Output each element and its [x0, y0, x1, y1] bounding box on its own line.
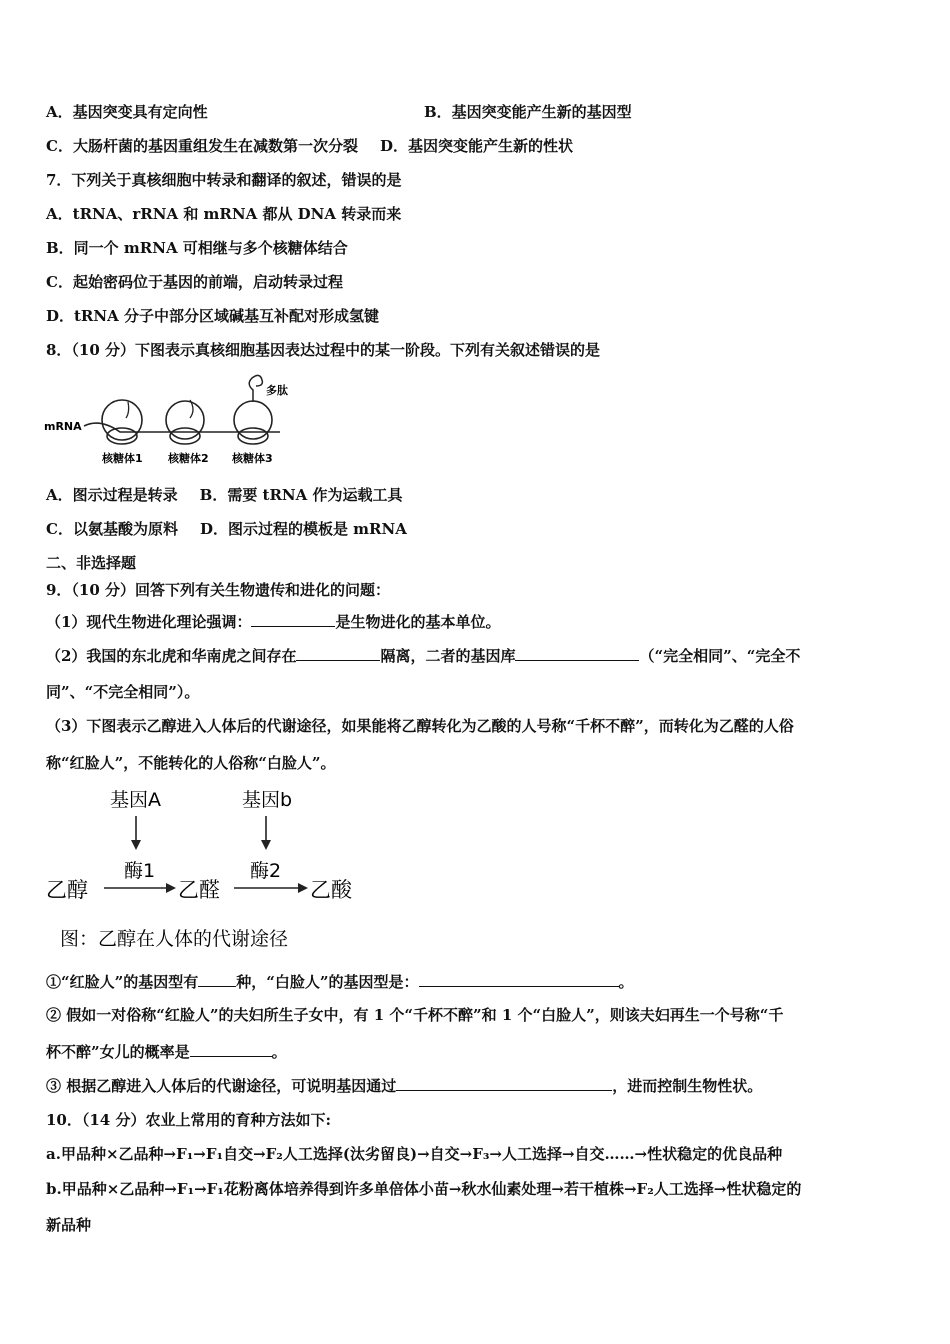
q6-option-c-text: C．大肠杆菌的基因重组发生在减数第一次分裂 [46, 137, 358, 155]
mrna-label: mRNA [44, 420, 82, 433]
q9-part2-pre: （2）我国的东北虎和华南虎之间存在 [46, 647, 297, 665]
answer-blank[interactable] [396, 1076, 612, 1091]
answer-blank[interactable] [296, 646, 380, 661]
q9-part2-line2: 同”、“不完全相同”）。 [46, 683, 200, 701]
section-heading: 二、非选择题 [46, 554, 137, 572]
q8-options-ab [46, 485, 403, 505]
q9-sub1-b: 种，“白脸人”的基因型是： [236, 973, 419, 991]
enzyme-1-label: 酶1 [124, 860, 156, 882]
q9-sub1 [46, 972, 634, 992]
translation-figure [40, 368, 340, 473]
q7-option-b: B．同一个 mRNA 可相继与多个核糖体结合 [46, 239, 348, 257]
acetic-acid-label: 乙酸 [310, 878, 352, 902]
q8-option-d: D．图示过程的模板是 mRNA [199, 520, 407, 538]
q9-part2 [46, 646, 800, 666]
answer-blank[interactable] [190, 1042, 272, 1057]
q10-stem: 10．（14 分）农业上常用的育种方法如下: [46, 1111, 332, 1129]
q8-option-c: C．以氨基酸为原料 [46, 520, 178, 538]
q9-part3-line1: （3）下图表示乙醇进入人体后的代谢途径，如果能将乙醇转化为乙酸的人号称“千杯不醉”，而转化为乙醛的人俗 [46, 717, 794, 735]
q9-sub2-line2 [46, 1042, 287, 1062]
q10-method-a: a.甲品种×乙品种→F₁→F₁自交→F₂人工选择(汰劣留良)→自交→F₃→人工选择→自交……→性状稳定的优良品种 [46, 1145, 783, 1163]
ethanol-label: 乙醇 [46, 878, 88, 902]
q6-option-d-text: D．基因突变能产生新的性状 [379, 137, 573, 155]
answer-blank[interactable] [251, 612, 335, 627]
answer-blank[interactable] [515, 646, 639, 661]
arrow-head-icon [166, 883, 176, 893]
gene-b-label: 基因b [242, 789, 293, 811]
q9-part1 [46, 612, 500, 632]
ribosome-1 [102, 400, 142, 444]
q9-sub1-a: ①“红脸人”的基因型有 [46, 973, 199, 991]
q8-option-b: B．需要 tRNA 作为运载工具 [199, 486, 403, 504]
q7-option-d: D．tRNA 分子中部分区域碱基互补配对形成氢键 [46, 307, 379, 325]
ribosome-2-label: 核糖体2 [168, 452, 209, 465]
q9-part2-post: （“完全相同”、“完全不 [639, 647, 801, 665]
q7-option-c: C．起始密码位于基因的前端，启动转录过程 [46, 273, 343, 291]
q9-sub2-pre: 杯不醉”女儿的概率是 [46, 1043, 190, 1061]
q6-option-c [46, 136, 573, 156]
q9-sub3-post: ，进而控制生物性状。 [612, 1077, 763, 1095]
q9-stem: 9．（10 分）回答下列有关生物遗传和进化的问题： [46, 581, 391, 599]
q10-method-b-line1: b.甲品种×乙品种→F₁→F₁花粉离体培养得到许多单倍体小苗→秋水仙素处理→若干植株→F₂人工选择→性状稳定的 [46, 1180, 802, 1198]
q10-method-b-line2: 新品种 [46, 1216, 92, 1234]
q6-option-b-text: B．基因突变能产生新的基因型 [424, 103, 632, 121]
q8-stem: 8．（10 分）下图表示真核细胞基因表达过程中的某一阶段。下列有关叙述错误的是 [46, 341, 601, 359]
q9-sub1-c: 。 [618, 973, 634, 991]
ribosome-3-label: 核糖体3 [232, 452, 273, 465]
q6-option-a [46, 102, 632, 122]
polypeptide-chain [249, 375, 262, 402]
q8-option-a: A．图示过程是转录 [46, 486, 178, 504]
ribosome-2 [166, 400, 204, 444]
q7-option-a: A．tRNA、rRNA 和 mRNA 都从 DNA 转录而来 [46, 205, 402, 223]
answer-blank[interactable] [198, 972, 236, 987]
q9-sub2-line1: ② 假如一对俗称“红脸人”的夫妇所生子女中，有 1 个“千杯不醉”和 1 个“白脸人”，则该夫妇再生一个号称“千 [46, 1006, 784, 1024]
q6-option-a-text: A．基因突变具有定向性 [46, 103, 208, 121]
enzyme-2-label: 酶2 [250, 860, 282, 882]
q7-stem: 7．下列关于真核细胞中转录和翻译的叙述，错误的是 [46, 171, 402, 189]
q8-options-cd [46, 519, 407, 539]
q9-part1-post: 是生物进化的基本单位。 [335, 613, 501, 631]
q9-part3-line2: 称“红脸人”，不能转化的人俗称“白脸人”。 [46, 754, 336, 772]
polypeptide-label: 多肽 [266, 384, 288, 397]
arrow-head-icon [131, 840, 141, 850]
q9-part1-pre: （1）现代生物进化理论强调： [46, 613, 252, 631]
ribosome-1-label: 核糖体1 [102, 452, 143, 465]
arrow-head-icon [298, 883, 308, 893]
q9-sub2-post: 。 [271, 1043, 287, 1061]
acetaldehyde-label: 乙醛 [178, 878, 220, 902]
q9-sub3-pre: ③ 根据乙醇进入人体后的代谢途径，可说明基因通过 [46, 1077, 397, 1095]
gene-a-label: 基因A [110, 789, 161, 811]
ethanol-metabolism-figure [40, 782, 370, 957]
q9-sub3 [46, 1076, 762, 1096]
arrow-head-icon [261, 840, 271, 850]
answer-blank[interactable] [419, 972, 619, 987]
figure-caption: 图：乙醇在人体的代谢途径 [60, 928, 289, 950]
q9-part2-mid: 隔离，二者的基因库 [380, 647, 516, 665]
